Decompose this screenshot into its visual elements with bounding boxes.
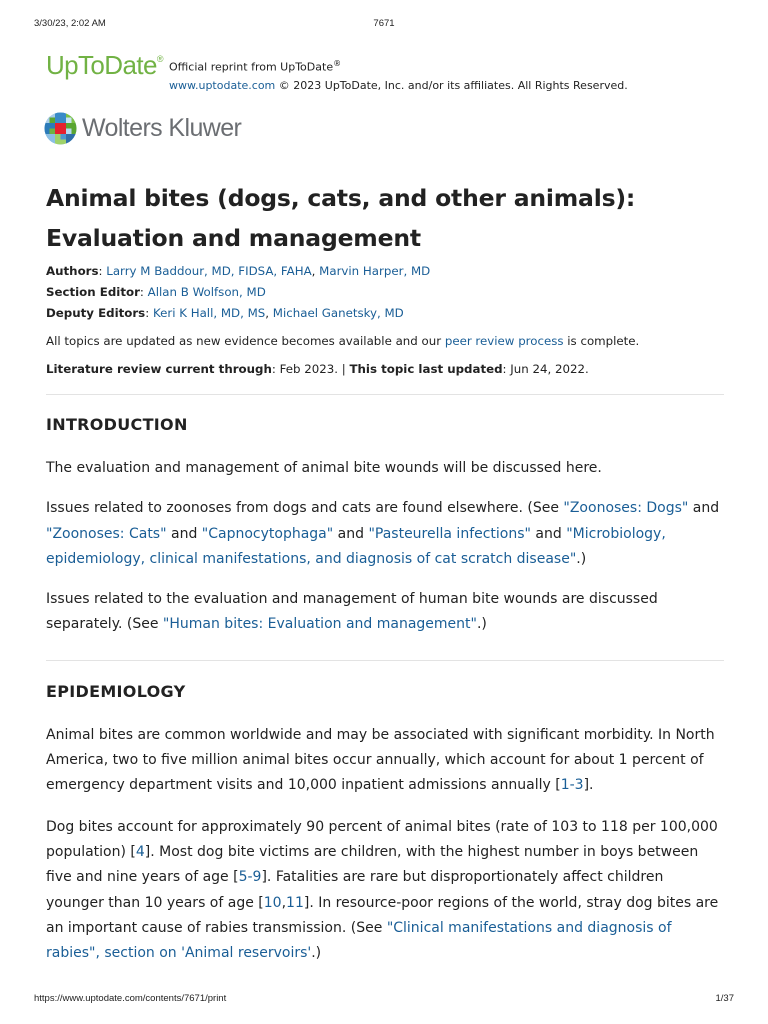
uptodate-site-link[interactable]: www.uptodate.com	[169, 78, 276, 92]
topic-link[interactable]: "Pasteurella infections"	[368, 525, 531, 542]
reference-link[interactable]: 1-3	[560, 777, 584, 794]
authors-separator: :	[98, 264, 107, 278]
paragraph-text: Dog bites account for approximately 90 percent of animal bites (rate of 103 to 118 per 100,000 population) [	[46, 818, 718, 860]
update-note-text: All topics are updated as new evidence becomes available and our	[46, 334, 445, 348]
paragraph-text: ,	[281, 894, 287, 911]
topic-link[interactable]: "Microbiology, epidemiology, clinical manifestations, and diagnosis of cat scratch disease"	[46, 525, 666, 567]
publisher-name: Wolters Kluwer	[82, 114, 242, 142]
epidemiology-paragraph	[46, 723, 724, 799]
authors-label: Authors	[46, 264, 99, 278]
paragraph-text: ].	[583, 777, 594, 794]
uptodate-logo-text: UpToDate	[46, 50, 157, 80]
last-updated-value: : Jun 24, 2022.	[502, 362, 589, 376]
uptodate-logo	[46, 50, 163, 86]
topic-link[interactable]: "Clinical manifestations and diagnosis of rabies", section on 'Animal reservoirs'	[46, 919, 672, 962]
paragraph-text: Animal bites are common worldwide and may be associated with significant morbidity. In North America, two to five million animal bites occur annually, which account for about 1 percent of emergency department visits and 10,000 inpatient admissions annually [	[46, 726, 715, 794]
introduction-paragraph: The evaluation and management of animal bite wounds will be discussed here.	[46, 460, 602, 476]
topic-link[interactable]: "Zoonoses: Cats"	[46, 525, 167, 542]
reprint-notice	[169, 55, 628, 95]
paragraph-text: .)	[476, 616, 487, 633]
paragraph-text: and	[333, 525, 369, 542]
update-note-text-end: is complete.	[563, 334, 640, 348]
peer-review-link[interactable]: peer review process	[444, 334, 564, 348]
paragraph-text: .)	[311, 945, 322, 962]
print-date: 3/30/23, 2:02 AM	[34, 18, 106, 29]
article-title: Animal bites (dogs, cats, and other animals): Evaluation and management	[46, 184, 636, 252]
print-header	[34, 18, 734, 32]
lit-review-value: : Feb 2023. |	[271, 362, 350, 376]
registered-mark: ®	[156, 54, 163, 64]
paragraph-text: ]. Fatalities are rare but disproportionately affect children younger than 10 years of age [	[46, 869, 664, 911]
section-editor-separator: :	[139, 285, 148, 299]
topic-link[interactable]: "Zoonoses: Dogs"	[563, 500, 689, 517]
deputy-editor-link[interactable]: Keri K Hall, MD, MS	[152, 306, 266, 320]
paragraph-text: and	[688, 500, 720, 517]
deputy-editors-row	[46, 303, 724, 324]
deputy-editors-label: Deputy Editors	[46, 306, 146, 320]
section-divider	[46, 394, 724, 395]
topic-link[interactable]: "Capnocytophaga"	[201, 525, 334, 542]
introduction-heading: INTRODUCTION	[46, 415, 188, 434]
paragraph-text: Issues related to zoonoses from dogs and cats are found elsewhere. (See	[46, 500, 564, 517]
copyright-text: © 2023 UpToDate, Inc. and/or its affiliates. All Rights Reserved.	[275, 78, 628, 92]
reprint-line: Official reprint from UpToDate	[169, 60, 334, 74]
introduction-paragraph	[46, 496, 724, 572]
print-url: https://www.uptodate.com/contents/7671/print	[34, 993, 227, 1004]
paragraph-text: ]. Most dog bite victims are children, with the highest number in boys between five and nine years of age [	[46, 843, 699, 886]
deputy-editors-separator: :	[145, 306, 153, 320]
author-link[interactable]: Marvin Harper, MD	[319, 264, 431, 278]
topic-link[interactable]: "Human bites: Evaluation and management"	[162, 616, 477, 633]
lit-review-label: Literature review current through	[46, 362, 272, 376]
page-number: 1/37	[715, 993, 734, 1004]
update-note	[46, 332, 724, 350]
authors-row	[46, 261, 724, 282]
paragraph-text: .)	[576, 550, 587, 567]
deputy-editor-link[interactable]: Michael Ganetsky, MD	[272, 306, 404, 320]
print-page-id: 7671	[373, 18, 395, 29]
deputy-editors-comma: ,	[265, 306, 273, 320]
reference-link[interactable]: 11	[286, 894, 304, 911]
reference-link[interactable]: 10	[263, 894, 282, 911]
paragraph-text: Issues related to the evaluation and management of human bite wounds are discussed separately. (See	[46, 591, 658, 633]
reference-link[interactable]: 4	[135, 843, 145, 860]
review-dates	[46, 360, 724, 378]
paragraph-text: and	[530, 525, 567, 542]
paragraph-text: and	[166, 525, 202, 542]
publisher-logo	[44, 112, 241, 145]
wolters-kluwer-mosaic-icon	[44, 112, 77, 145]
article-meta	[46, 261, 724, 324]
section-divider	[46, 660, 724, 661]
authors-comma: ,	[311, 264, 320, 278]
section-editor-link[interactable]: Allan B Wolfson, MD	[147, 285, 266, 299]
epidemiology-heading: EPIDEMIOLOGY	[46, 681, 186, 701]
reference-link[interactable]: 5-9	[238, 869, 262, 886]
last-updated-label: This topic last updated	[349, 362, 503, 376]
section-editor-label: Section Editor	[46, 285, 140, 299]
section-editor-row	[46, 282, 724, 303]
author-link[interactable]: Larry M Baddour, MD, FIDSA, FAHA	[106, 264, 312, 278]
reprint-registered-mark: ®	[333, 59, 342, 68]
paragraph-text: ]. In resource-poor regions of the world, stray dog bites are an important cause of rabies transmission. (See	[46, 894, 719, 936]
introduction-paragraph	[46, 587, 724, 638]
article	[46, 178, 724, 966]
print-footer	[34, 993, 734, 1007]
epidemiology-paragraph	[46, 815, 724, 967]
